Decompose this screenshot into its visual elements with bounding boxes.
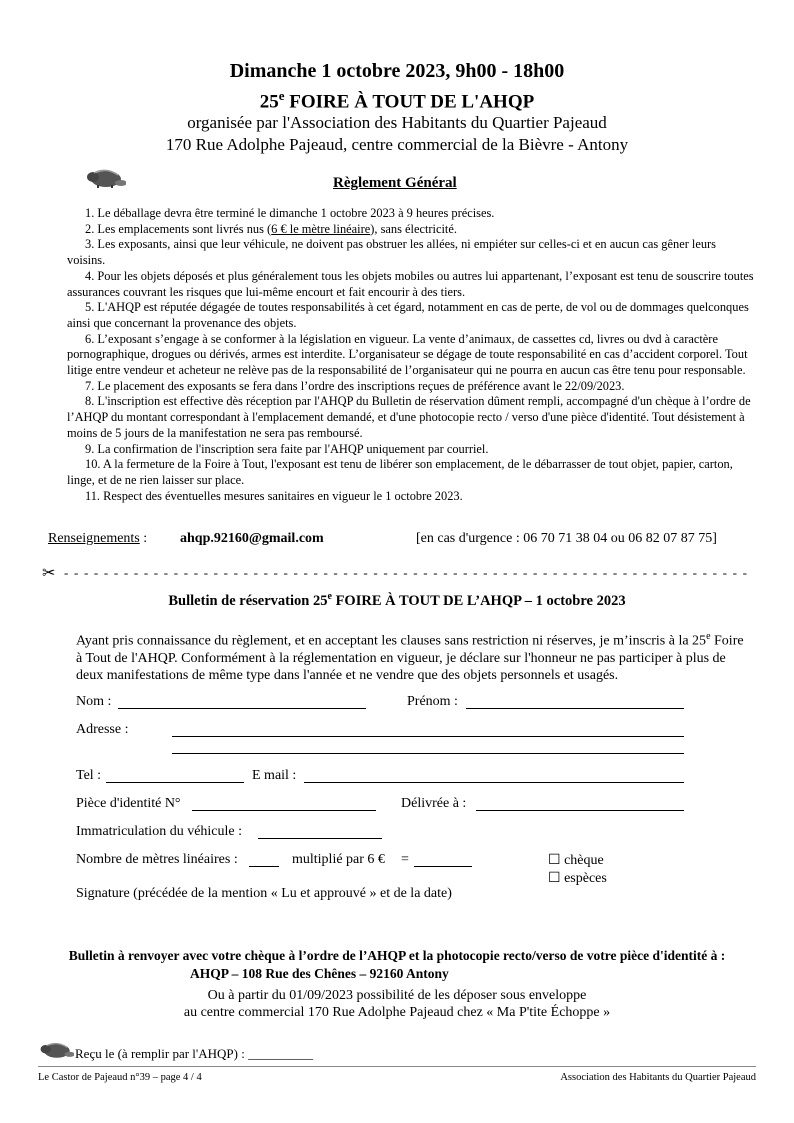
organizer-line: organisée par l'Association des Habitants du Quartier Pajeaud — [187, 113, 607, 132]
contact-email[interactable]: ahqp.92160@gmail.com — [180, 531, 324, 546]
beaver-small-icon — [38, 1040, 74, 1060]
especes-checkbox[interactable]: ☐ — [548, 871, 561, 886]
beaver-logo-icon — [84, 167, 126, 189]
contact-label: Renseignements : — [48, 531, 148, 546]
piece-label: Pièce d'identité N° — [76, 796, 181, 811]
adresse-field-1[interactable] — [172, 736, 684, 737]
rule-item: 10. A la fermeture de la Foire à Tout, l'exposant est tenu de libérer son emplacement, de le débarrasser de tout objet, papier, carton, linge, et de ne rien laisser sur place. — [67, 457, 733, 487]
rule-item: 5. L'AHQP est réputée dégagée de toutes responsabilités à cet égard, notamment en cas de perte, de vol ou de dommages quelconques ainsi que concernant la provenance des objets. — [67, 300, 749, 330]
adresse-field-2[interactable] — [172, 753, 684, 754]
send-line-1: Bulletin à renvoyer avec votre chèque à l’ordre de l’AHQP et la photocopie recto/verso de votre pièce d'identité à : — [68, 948, 726, 963]
footer-left: Le Castor de Pajeaud n°39 – page 4 / 4 — [38, 1072, 202, 1083]
send-line-4: au centre commercial 170 Rue Adolphe Pajeaud chez « Ma P'tite Échoppe » — [183, 1005, 611, 1020]
email-field[interactable] — [304, 782, 684, 783]
metres-field[interactable] — [249, 866, 279, 867]
rule-item: 1. Le déballage devra être terminé le dimanche 1 octobre 2023 à 9 heures précises. — [85, 206, 495, 220]
delivree-field[interactable] — [476, 810, 684, 811]
prenom-label: Prénom : — [407, 694, 458, 709]
rule-item: 9. La confirmation de l'inscription sera faite par l'AHQP uniquement par courriel. — [85, 441, 489, 456]
tel-label: Tel : — [76, 768, 102, 783]
especes-option[interactable]: ☐ espèces — [548, 871, 607, 886]
bulletin-intro: Ayant pris connaissance du règlement, et en acceptant les clauses sans restriction ni réserves, je m’inscris à la 25e Foire à Tout de l'AHQP. Conformément à la réglementation en vigueur, je déclare sur l'honneur ne pas participer à plus de deux manifestations de même type dans l'année et ne vendre que des objets personnels et usagés. — [76, 631, 744, 683]
rule-item: 4. Pour les objets déposés et plus généralement tous les objets mobiles ou autres lui appartenant, l’exposant est tenu de souscrire toutes assurances couvrant les risques que lui-même encourt et fait encourir à des tiers. — [67, 268, 754, 299]
delivree-label: Délivrée à : — [401, 796, 467, 811]
equals-sign: = — [401, 852, 409, 867]
total-field[interactable] — [414, 866, 472, 867]
nom-field[interactable] — [118, 708, 366, 709]
event-date: Dimanche 1 octobre 2023, 9h00 - 18h00 — [229, 60, 565, 82]
footer-divider — [38, 1066, 756, 1067]
send-line-2: AHQP – 108 Rue des Chênes – 92160 Antony — [190, 966, 449, 981]
cheque-checkbox[interactable]: ☐ — [548, 853, 561, 868]
adresse-label: Adresse : — [76, 722, 129, 737]
scissors-icon: ✂ — [42, 565, 56, 582]
rules-list — [67, 206, 757, 504]
cut-line: - - - - - - - - - - - - - - - - - - - - - - - - - - - - - - - - - - - - - - - - - - - - - - - - - - - - - - - - - - - - - - - - - - - - - — [64, 565, 749, 580]
footer-right: Association des Habitants du Quartier Pajeaud — [560, 1072, 756, 1083]
rule-item: 6. L’exposant s’engage à se conformer à la législation en vigueur. La vente d’animaux, de cassettes cd, livres ou dvd à caractère pornographique, drogues ou dérivés, armes est interdite. L’organisateur se dégage de toute responsabilité en cas d’accident corporel. Tout litige entre vendeur et acheteur ne relève pas de la responsabilité de l’organisateur qui ne pourra en aucun cas être tenu pour responsable. — [67, 331, 748, 378]
multiplie-label: multiplié par 6 € — [292, 852, 385, 867]
rules-heading: Règlement Général — [333, 175, 457, 191]
signature-label: Signature (précédée de la mention « Lu et approuvé » et de la date) — [76, 886, 452, 901]
cheque-option[interactable]: ☐ chèque — [548, 853, 604, 868]
piece-field[interactable] — [192, 810, 376, 811]
email-label: E mail : — [252, 768, 297, 783]
bulletin-title: Bulletin de réservation 25e FOIRE À TOUT DE L’AHQP – 1 octobre 2023 — [168, 591, 626, 609]
rule-item: 7. Le placement des exposants se fera dans l’ordre des inscriptions reçues de préférence avant le 22/09/2023. — [85, 378, 625, 393]
send-line-3: Ou à partir du 01/09/2023 possibilité de les déposer sous enveloppe — [207, 988, 587, 1003]
urgent-phone: [en cas d'urgence : 06 70 71 38 04 ou 06 82 07 87 75] — [416, 531, 717, 546]
tel-field[interactable] — [106, 782, 244, 783]
nom-label: Nom : — [76, 694, 112, 709]
metres-label: Nombre de mètres linéaires : — [76, 852, 238, 867]
rule-item: 3. Les exposants, ainsi que leur véhicule, ne doivent pas obstruer les allées, ni empiéter sur celles-ci et en aucun cas gêner leurs voisins. — [67, 237, 717, 268]
address-line: 170 Rue Adolphe Pajeaud, centre commercial de la Bièvre - Antony — [165, 135, 629, 154]
rule-item: 2. Les emplacements sont livrés nus (6 € le mètre linéaire), sans électricité. — [85, 221, 457, 236]
recu-line: Reçu le (à remplir par l'AHQP) : __________ — [75, 1046, 314, 1061]
rule-item: 8. L'inscription est effective dès réception par l'AHQP du Bulletin de réservation dûment rempli, accompagné d'un chèque à l’ordre de l’AHQP du montant correspondant à l'emplacement demandé, et d'une photocopie recto / verso d'une pièce d'identité. Tout désistement à moins de 5 jours de la manifestation ne sera pas remboursé. — [67, 394, 751, 440]
immat-field[interactable] — [258, 838, 382, 839]
rule-item: 11. Respect des éventuelles mesures sanitaires en vigueur le 1 octobre 2023. — [85, 488, 463, 503]
prenom-field[interactable] — [466, 708, 684, 709]
event-title: 25e FOIRE À TOUT DE L'AHQP — [259, 88, 535, 113]
immat-label: Immatriculation du véhicule : — [76, 824, 243, 839]
